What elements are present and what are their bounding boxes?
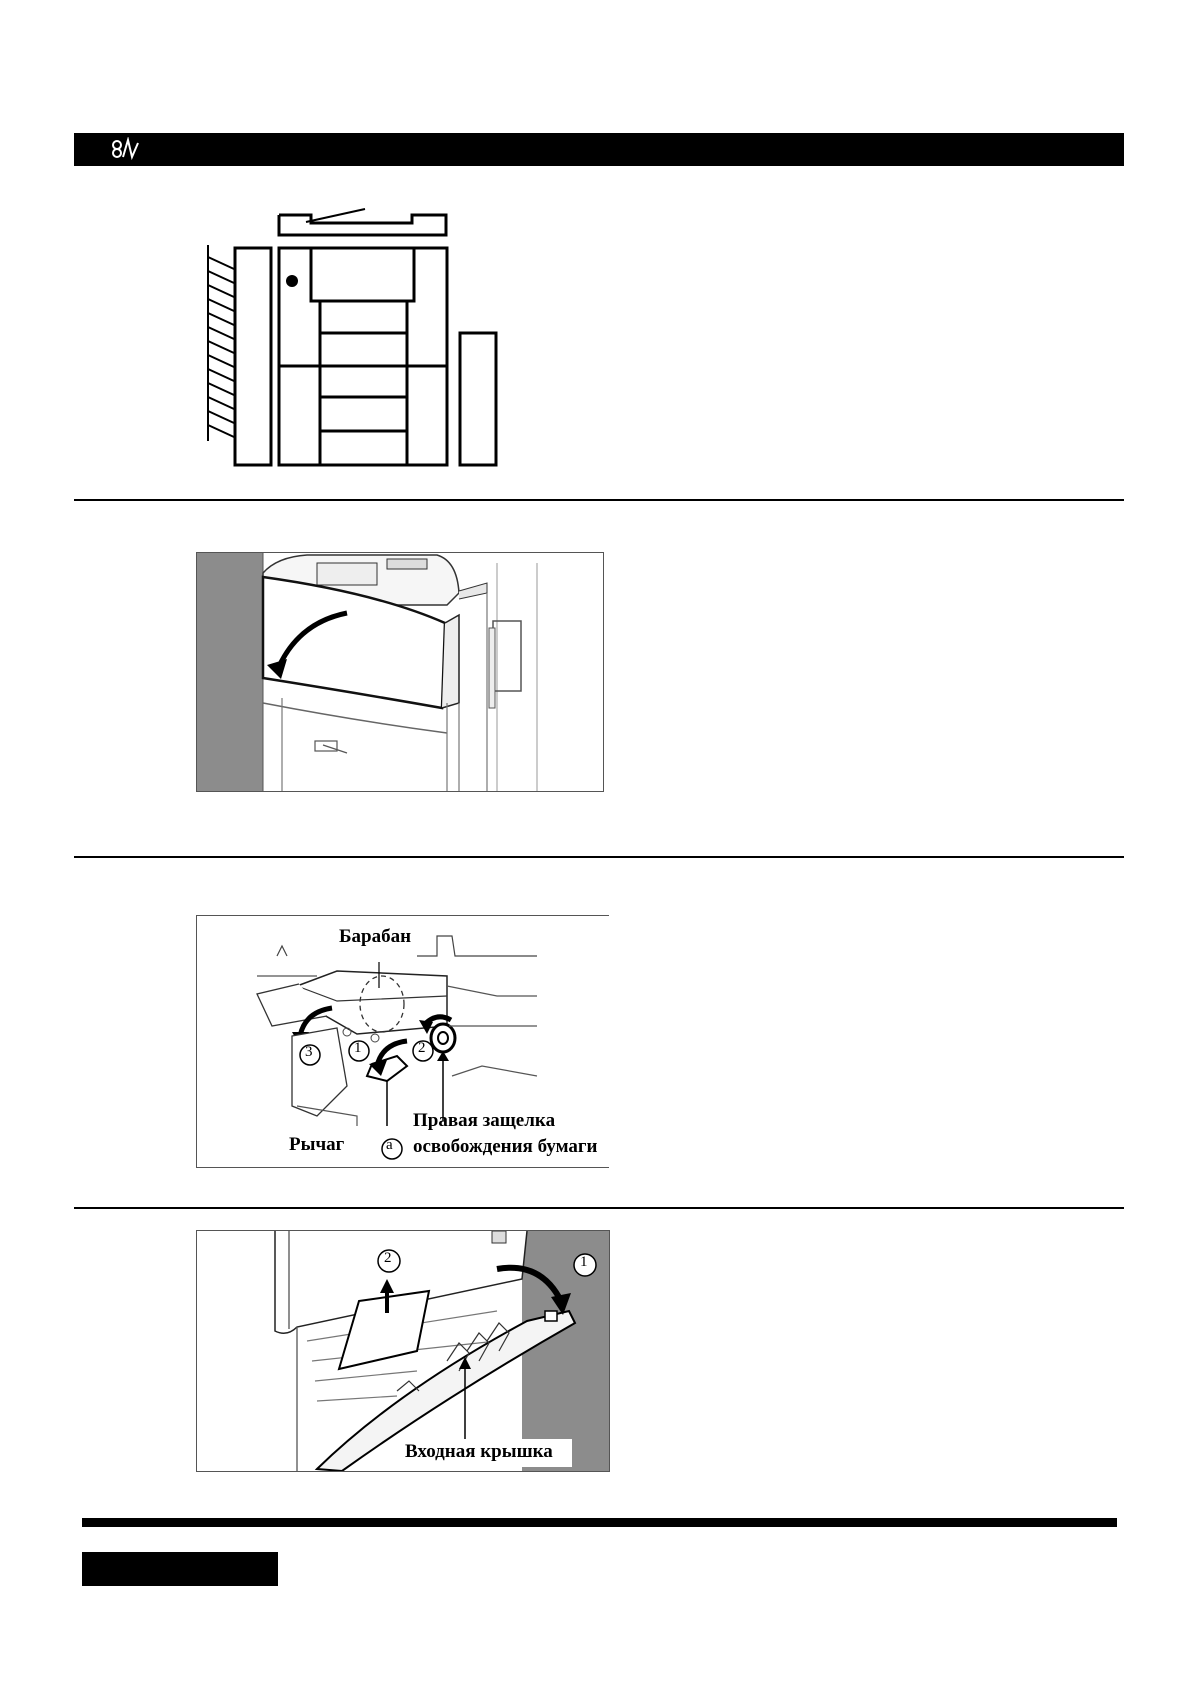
latch-label-line1: Правая защелка [413, 1110, 556, 1131]
drum-label: Барабан [339, 926, 412, 947]
marker-3: 3 [305, 1044, 313, 1060]
section-divider [74, 499, 1124, 501]
marker-1: 1 [580, 1254, 588, 1270]
marker-a: a [386, 1137, 393, 1153]
marker-2: 2 [384, 1250, 392, 1266]
input-cover-label: Входная крышка [405, 1441, 553, 1462]
machine-layout-diagram [200, 205, 500, 470]
footer-bar [82, 1518, 1117, 1527]
drum-latch-illustration [196, 915, 609, 1168]
input-cover-illustration [196, 1230, 610, 1472]
section-divider [74, 1207, 1124, 1209]
paper-jam-icon [110, 137, 140, 161]
lever-label: Рычаг [289, 1134, 345, 1155]
section-divider [74, 856, 1124, 858]
front-cover-illustration [196, 552, 604, 792]
header-bar [74, 133, 1124, 166]
latch-label-line2: освобождения бумаги [413, 1136, 598, 1157]
marker-2: 2 [418, 1040, 426, 1056]
marker-1: 1 [354, 1040, 362, 1056]
footer-tab [82, 1552, 278, 1586]
